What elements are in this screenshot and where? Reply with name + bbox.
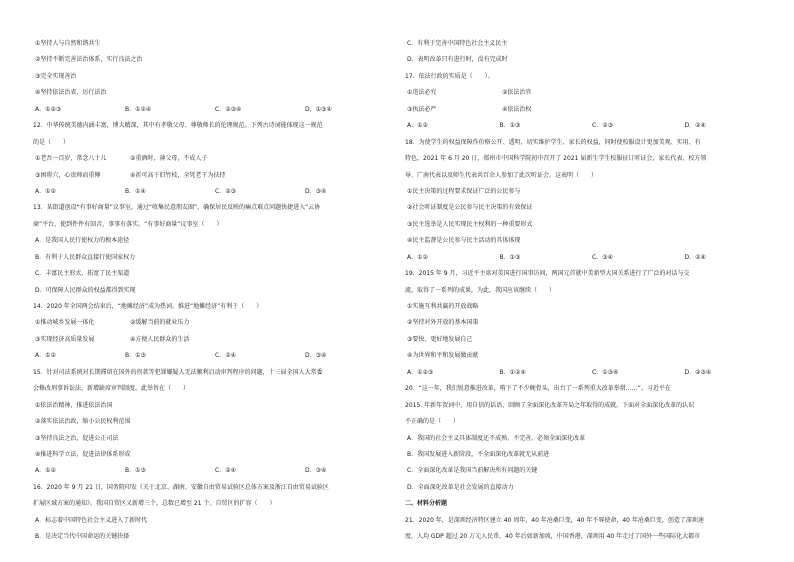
q17-choice-c: C．②③ [592, 122, 613, 130]
q11-item-3: ③完全实现善治 [35, 72, 77, 80]
q12-items-row-2 [33, 168, 395, 184]
q16-stem-1: 16．2020 年 9 月 21 日，国务院印发《关于北京、湖南、安徽自由贸易试验区总体方案及浙江自由贸易试验区 [33, 483, 329, 491]
left-column [33, 36, 395, 546]
q17-items-row-1 [405, 85, 777, 101]
q20-choice-d: D．全面深化改革是社会发展的直接动力 [407, 483, 514, 491]
q13-choice-c: C．丰富民主形式，拓宽了民主渠道 [35, 270, 130, 278]
q14-choice-a: A．①② [35, 352, 56, 360]
q15-choice-d: D．③④ [305, 467, 327, 475]
q20-stem-1: 20．“这一年，我们锐意推进改革，啃下了不少硬骨头，出台了一系列重大改革举措……”。习近平在 [405, 385, 671, 393]
q19-stem-1: 19．2015 年 9 月，习近平主席对美国进行国事访问，两国元首就中美新型大国关系进行了广泛的对话与交 [405, 270, 690, 278]
q12-items-row-1 [33, 151, 395, 167]
q19-item-3: ③要快、更好地发展自己 [407, 335, 473, 343]
q14-items-row-1 [33, 315, 395, 331]
q15-item-2: ②落实依法治政，缩小公民权利范围 [35, 418, 131, 426]
q20-choice-a: A．我国的社会主义具体制度还不成熟、不完善，必须全面深化改革 [407, 434, 586, 442]
q16-choice-a: A．标志着中国特色社会主义进入了新时代 [35, 516, 148, 524]
q18-stem-1: 18．为使学生的权益保障作价格公开、透明，切实维护学生、家长的权益，同时使校服设计更加美观、实用、有 [405, 138, 701, 146]
q17-item-2: ②依法治官 [502, 89, 532, 97]
q18-item-4: ④民主监督是公民参与民主活动的具体体现 [407, 237, 521, 245]
q12-choices [33, 184, 395, 200]
q19-choices [405, 365, 777, 381]
q15-choice-b: B．①③ [125, 467, 146, 475]
q17-item-4: ④依法治权 [502, 105, 532, 113]
right-column [405, 36, 777, 546]
q12-stem-2: 的是（ ） [33, 138, 70, 146]
q12-choice-b: B．①④ [125, 187, 146, 195]
q18-choices [405, 250, 777, 266]
q18-item-1: ①民主决策的过程要求保证广泛的公民参与 [407, 187, 521, 195]
q17-choice-b: B．①③ [499, 122, 521, 130]
q14-item-2: ②缓解当前的就业压力 [130, 319, 190, 327]
q13-choice-d: D．可保障人民群众的权益都得到实现 [35, 286, 136, 294]
q13-choice-b: B．有利于人民群众直接行使国家权力 [35, 253, 136, 261]
q13-stem-2: 商”平台，使到件件有回音，事事有落实。“有事好商量”议事室（ ） [33, 220, 223, 228]
q14-item-1: ①推动城乡发展一体化 [35, 319, 95, 327]
q17-stem: 17．依法行政的实质是（ ）。 [405, 72, 494, 80]
q12-item-1: ①老吾一百岁，常念八十儿 [35, 155, 107, 163]
q15-item-4: ④推进科学立法，促进法律体系形成 [35, 450, 131, 458]
q19-stem-2: 流，取得了一系列的成果。为此，我国应该继续（ ） [405, 286, 556, 294]
q12-item-2: ②重酒时，薄父母，不成人子 [130, 155, 208, 163]
q18-item-2: ②社会听证制度是公民参与民主决策的有效保证 [407, 204, 533, 212]
q15-item-3: ③坚持良法之治，促进公正司法 [35, 434, 119, 442]
q11-item-1: ①坚持人与自然和谐共生 [35, 40, 101, 47]
q19-item-1: ①实施互利共赢的开放战略 [407, 303, 479, 310]
q14-choice-b: B．①③ [125, 352, 146, 360]
q12-stem-1: 12．中华传统美德内涵丰富，博大精深，其中有孝敬父母、尊敬师长的伦理规范。下列古诗词能体现这一规范 [33, 122, 323, 130]
section-heading-material-analysis: 二、材料分析题 [405, 500, 448, 508]
q13-stem-1: 13．某街道创设“有事好商量”议事室，通过“收集民意朋友圈”，确保居民反映的痛点难点问题快捷进入“云协 [33, 204, 321, 212]
q14-item-3: ③实现经济高质量发展 [35, 335, 95, 343]
q18-choice-d: D．②④ [684, 253, 706, 261]
q20-choice-c: C．全面深化改革是我国当前解决所有问题的关键 [407, 467, 538, 475]
q12-item-4: ④祈可高于旧竹枝，全凭老干为扶持 [130, 171, 226, 179]
q11-choice-b: B．①②④ [125, 105, 152, 113]
q14-items-row-2 [33, 332, 395, 348]
q12-choice-c: C．②③ [215, 187, 236, 195]
q15-choice-c: C．②④ [215, 467, 236, 475]
q21-stem-1: 21．2020 年，是深圳经济特区建立 40 周年，40 年沧桑巨变，40 年不辱使命，40 年沧桑巨变，创造了深圳速 [405, 516, 704, 524]
q11-item-2: ②坚持不断完善法治体系，实行良法之治 [35, 56, 143, 64]
q18-item-3: ③民主选举是人民实现民主权利的一种重要形式 [407, 220, 533, 228]
q15-stem-2: 会修改刑事诉讼法，新增缺席审判制度。此举旨在（ ） [33, 385, 190, 393]
q15-choice-a: A．①② [35, 467, 56, 475]
q17-items-row-2 [405, 102, 777, 118]
q19-choice-d: D．②③④ [684, 368, 712, 376]
q19-choice-a: A．①②③ [407, 368, 434, 376]
q21-stem-2: 度，人均 GDP 超过 20 万元人民币，40 年后如新加坡，中国香港，深圳用 40 年走过了国外一些国际化大都市 [405, 533, 701, 541]
q15-stem-1: 15．针对司法系统对长期滞留在国外的拐款等犯罪嫌疑人无法顺利启动审判程序的问题，十三届全国人大常委 [33, 368, 323, 376]
q12-choice-a: A．①② [35, 187, 56, 195]
q16-choice-b: B．是决定当代中国命运的关键抉择 [35, 533, 130, 541]
q20-choice-b: B．我国发展进入新阶段，不全面深化改革就无从前进 [407, 450, 550, 458]
q14-item-4: ④方便人民群众的生活 [130, 335, 190, 343]
q11-item-4: ④坚持依法治省、厉行法治 [35, 89, 107, 97]
q11-choice-c: C．②③④ [215, 105, 242, 113]
q14-choice-c: C．②④ [215, 352, 236, 360]
q20-stem-3: 不正确的是（ ） [405, 418, 460, 426]
q12-choice-d: D．③④ [305, 187, 327, 195]
q19-choice-c: C．①③④ [592, 368, 619, 376]
q11-choice-a: A．①②③ [35, 105, 62, 113]
q19-choice-b: B．①②④ [499, 368, 526, 376]
q17-choice-a: A．①② [407, 122, 428, 130]
q16-stem-2: 扩展区域方案的通知》。我国自贸区又新增三个，总数已增至 21 个。自贸区的扩容（ ） [33, 500, 276, 508]
q17-choices [405, 118, 777, 134]
q18-choice-b: B．①③ [499, 253, 521, 261]
q16-choice-c: C．有利于完善中国特色社会主义民主 [407, 40, 508, 47]
q19-item-2: ②坚持对外开放的基本国策 [407, 319, 479, 327]
q11-choices [33, 102, 395, 118]
q15-choices [33, 463, 395, 479]
q17-item-1: ①违法必究 [407, 89, 437, 97]
q15-item-1: ①依法治精神，推进依法治国 [35, 401, 113, 409]
q18-choice-a: A．①② [407, 253, 428, 261]
q13-choice-a: A．是我国人民行使权力的根本途径 [35, 237, 130, 245]
q17-choice-d: D．②④ [684, 122, 706, 130]
q20-stem-2: 2015. 年新年贺词中，用自信的话语，回顾了全面深化改革开局之年取得的成就。下面对全面深化改革的认识 [405, 401, 695, 409]
q18-stem-2: 特色，2021 年 6 月 20 日，郑州市中国科学院初中召开了 2021 届新生学生校服征订听证会，家长代表、校方领 [405, 155, 707, 163]
q18-stem-3: 导、广南代表以及师生代表共百余人参加了此次听证会。这表明（ ） [405, 171, 598, 179]
q18-choice-c: C．③④ [592, 253, 613, 261]
q12-item-3: ③困将穴，心贵师而重傅 [35, 171, 101, 179]
q16-choice-d: D．表明改革只有进行时，没有完成时 [407, 56, 508, 64]
q14-stem: 14．2020 年全国两会结束后，“地摊经济”成为热词。推进“地摊经济”有利于（ ） [33, 303, 263, 310]
q17-item-3: ③执法必严 [407, 105, 437, 113]
q19-item-4: ④为世界和平和发展做贡献 [407, 352, 479, 360]
q11-choice-d: D．①③④ [305, 105, 332, 113]
q14-choices [33, 348, 395, 364]
q14-choice-d: D．③④ [305, 352, 327, 360]
